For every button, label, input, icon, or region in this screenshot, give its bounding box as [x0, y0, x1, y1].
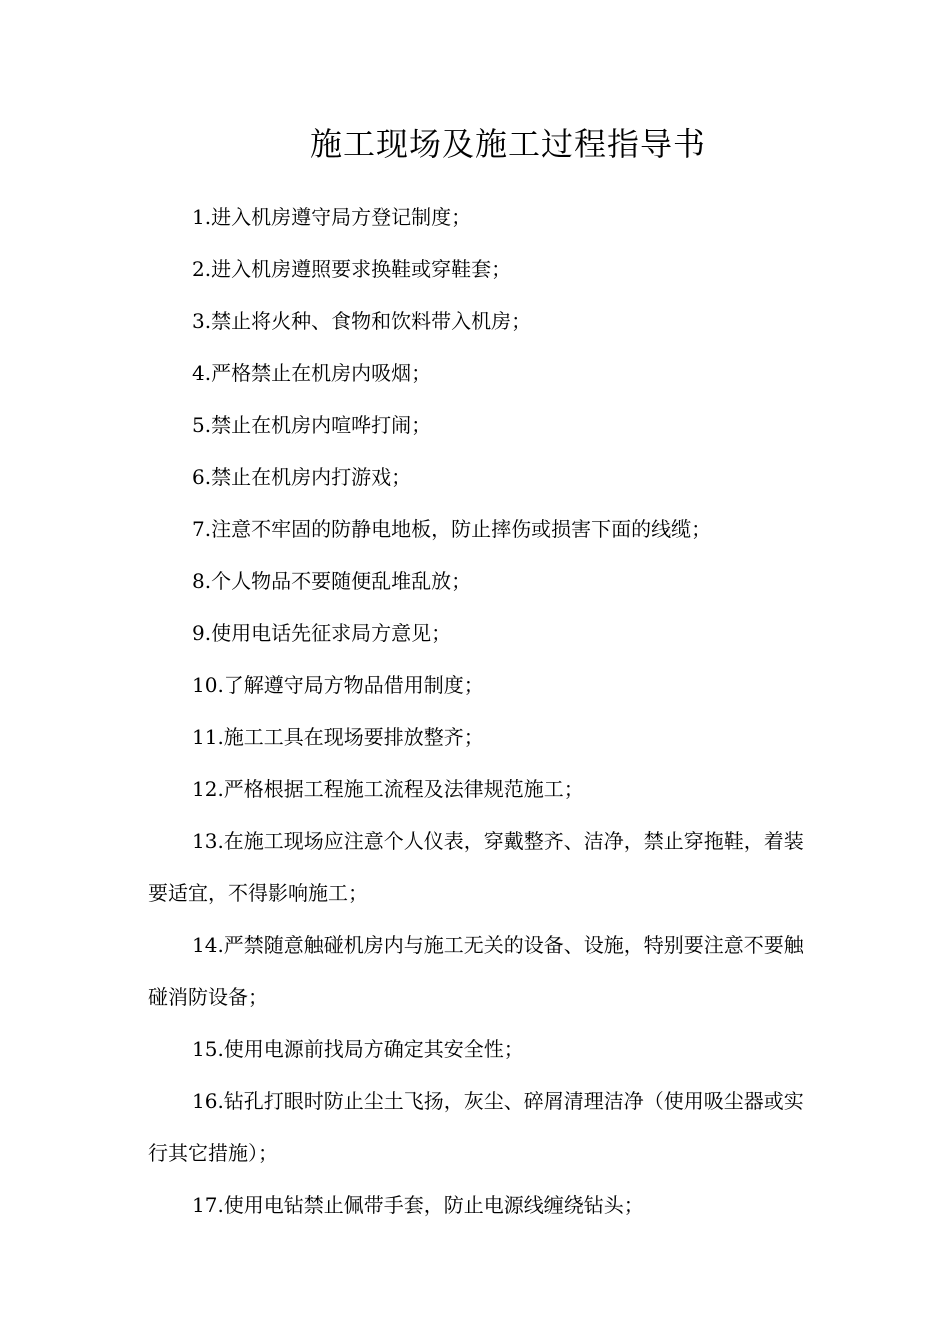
list-item: 2.进入机房遵照要求换鞋或穿鞋套；	[192, 257, 512, 281]
list-item: 14.严禁随意触碰机房内与施工无关的设备、设施，特别要注意不要触碰消防设备；	[148, 933, 804, 1009]
list-item: 12.严格根据工程施工流程及法律规范施工；	[192, 777, 584, 801]
instruction-list	[148, 191, 808, 1231]
list-item: 17.使用电钻禁止佩带手套，防止电源线缠绕钻头；	[192, 1193, 644, 1217]
list-item: 13.在施工现场应注意个人仪表，穿戴整齐、洁净，禁止穿拖鞋，着装要适宜，不得影响施工；	[148, 829, 804, 905]
list-item: 4.严格禁止在机房内吸烟；	[192, 361, 432, 385]
list-item: 11.施工工具在现场要排放整齐；	[192, 725, 484, 749]
list-item: 10.了解遵守局方物品借用制度；	[192, 673, 484, 697]
list-item: 3.禁止将火种、食物和饮料带入机房；	[192, 309, 532, 333]
list-item: 16.钻孔打眼时防止尘土飞扬，灰尘、碎屑清理洁净（使用吸尘器或实行其它措施）；	[148, 1089, 804, 1165]
list-item: 6.禁止在机房内打游戏；	[192, 465, 412, 489]
list-item: 8.个人物品不要随便乱堆乱放；	[192, 569, 472, 593]
list-item: 15.使用电源前找局方确定其安全性；	[192, 1037, 524, 1061]
list-item: 7.注意不牢固的防静电地板，防止摔伤或损害下面的线缆；	[192, 517, 712, 541]
list-item: 5.禁止在机房内喧哗打闹；	[192, 413, 432, 437]
list-item: 9.使用电话先征求局方意见；	[192, 621, 452, 645]
list-item: 1.进入机房遵守局方登记制度；	[192, 205, 472, 229]
document-title: 施工现场及施工过程指导书	[309, 125, 706, 163]
